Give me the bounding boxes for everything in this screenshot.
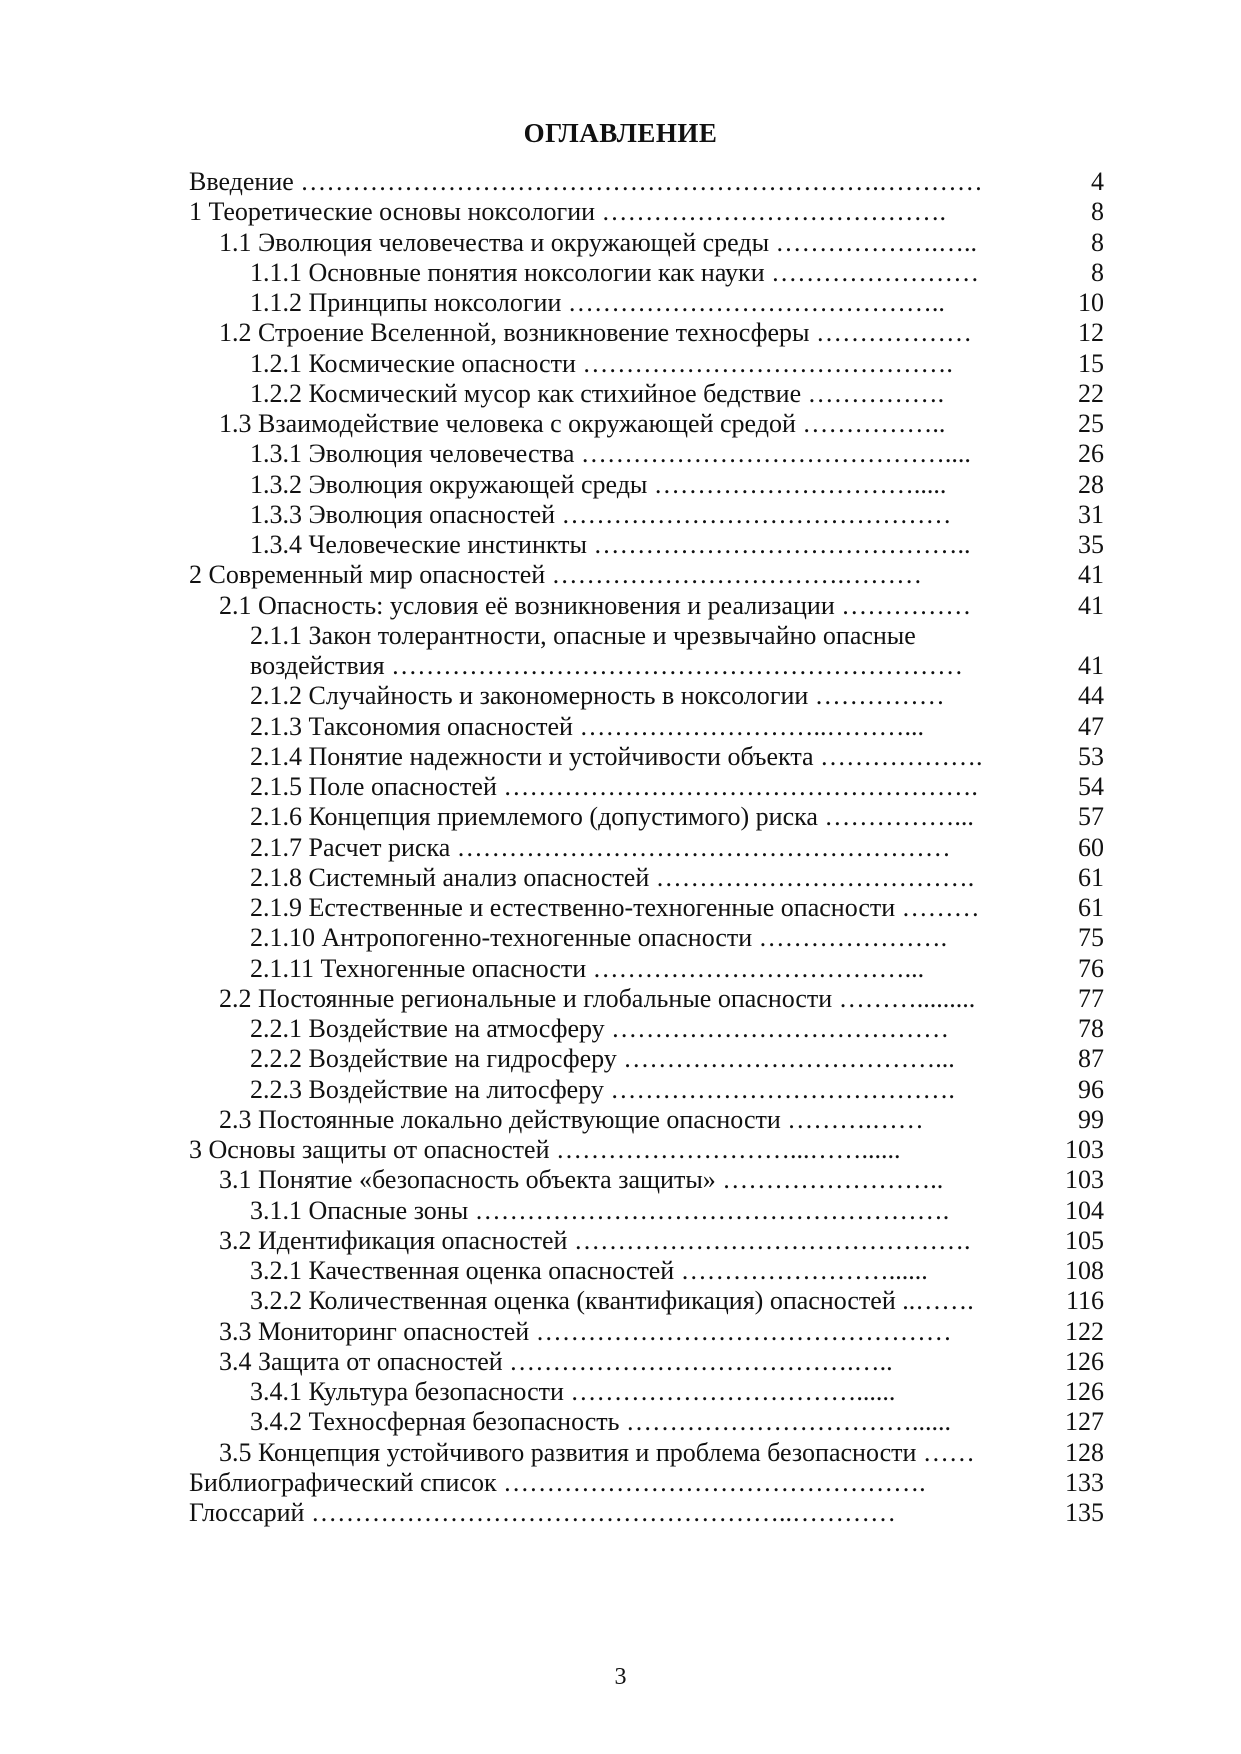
toc-entry-page: 60 xyxy=(1078,832,1104,862)
toc-entry-title: Библиографический список …………………………………………. xyxy=(189,1467,926,1497)
toc-entry-title: 2.1.10 Антропогенно-техногенные опасности …………………. xyxy=(250,923,948,953)
toc-entry-title: 2.2.1 Воздействие на атмосферу ………………………………… xyxy=(250,1014,950,1043)
toc-entry-page: 126 xyxy=(1065,1377,1104,1406)
toc-entry-page: 44 xyxy=(1078,681,1104,711)
toc-entry xyxy=(0,1347,1241,1377)
toc-entry xyxy=(0,591,1241,621)
table-of-contents xyxy=(0,167,1241,1528)
toc-entry xyxy=(0,530,1241,560)
toc-entry xyxy=(0,560,1241,590)
toc-entry-page: 122 xyxy=(1065,1316,1104,1346)
toc-entry-title: 2.3 Постоянные локально действующие опасности ……….…… xyxy=(219,1104,924,1134)
toc-entry xyxy=(0,833,1241,863)
toc-entry xyxy=(0,379,1241,409)
toc-entry-title: 2.2.2 Воздействие на гидросферу ………………………………... xyxy=(250,1044,955,1074)
toc-entry-page: 61 xyxy=(1078,862,1104,892)
toc-entry-title: Введение ………………………………………………………….………… xyxy=(189,167,983,196)
toc-entry-title: 1.1.2 Принципы ноксологии …………………………………….. xyxy=(250,288,945,317)
toc-entry-title: 1.2 Строение Вселенной, возникновение техносферы ……………… xyxy=(219,318,973,348)
toc-entry xyxy=(0,742,1241,772)
toc-entry-page: 127 xyxy=(1065,1407,1104,1437)
toc-entry-page: 126 xyxy=(1065,1346,1104,1376)
toc-entry-title: 3.4.2 Техносферная безопасность ……………………………...... xyxy=(250,1407,951,1437)
toc-entry xyxy=(0,621,1241,682)
toc-entry-title: 1.3.3 Эволюция опасностей ……………………………………… xyxy=(250,499,952,529)
toc-entry-title: 3.3 Мониторинг опасностей ………………………………………… xyxy=(219,1316,952,1346)
toc-entry-page: 104 xyxy=(1065,1195,1104,1225)
toc-entry-page: 53 xyxy=(1078,741,1104,771)
toc-entry-title: 2.2.3 Воздействие на литосферу …………………………………. xyxy=(250,1074,955,1104)
toc-entry-title: 2.1.9 Естественные и естественно-техногенные опасности ……… xyxy=(250,893,980,922)
toc-entry-title: 2 Современный мир опасностей …………………………….……… xyxy=(189,560,923,590)
toc-entry xyxy=(0,802,1241,832)
toc-entry xyxy=(0,1196,1241,1226)
toc-entry-page: 103 xyxy=(1065,1135,1104,1164)
toc-entry-page: 35 xyxy=(1078,530,1104,559)
toc-entry-title: 2.1.5 Поле опасностей ………………………………………………. xyxy=(250,772,978,801)
toc-entry-page: 47 xyxy=(1078,711,1104,741)
toc-entry-title: 1.3.2 Эволюция окружающей среды …………………………..... xyxy=(250,469,947,499)
toc-entry-title: 3.4.1 Культура безопасности ……………………………...... xyxy=(250,1377,896,1406)
toc-entry xyxy=(0,1438,1241,1468)
toc-entry-page: 128 xyxy=(1065,1437,1104,1467)
toc-entry-title: 2.1.8 Системный анализ опасностей ………………………………. xyxy=(250,862,975,892)
toc-entry-page: 57 xyxy=(1078,802,1104,832)
toc-entry xyxy=(0,984,1241,1014)
toc-entry-page: 99 xyxy=(1078,1104,1104,1134)
toc-entry-page: 25 xyxy=(1078,409,1104,438)
toc-entry xyxy=(0,288,1241,318)
toc-entry-page: 12 xyxy=(1078,318,1104,348)
page-title: ОГЛАВЛЕНИЕ xyxy=(523,118,718,148)
toc-entry-title-line: 2.1.1 Закон толерантности, опасные и чрезвычайно опасные xyxy=(250,620,916,650)
toc-entry-title: 2.2 Постоянные региональные и глобальные опасности ………......... xyxy=(219,983,976,1013)
toc-entry xyxy=(0,1044,1241,1074)
toc-entry xyxy=(0,1468,1241,1498)
toc-entry-page: 41 xyxy=(1078,590,1104,620)
toc-entry xyxy=(0,1165,1241,1195)
toc-entry-page: 41 xyxy=(1078,650,1104,680)
toc-entry xyxy=(0,197,1241,227)
toc-entry xyxy=(0,470,1241,500)
toc-entry-title: 2.1.7 Расчет риска ………………………………………………… xyxy=(250,832,951,862)
toc-entry-title: 2.1.11 Техногенные опасности ………………………………... xyxy=(250,953,925,983)
toc-entry xyxy=(0,318,1241,348)
toc-entry-title: 1.3.1 Эволюция человечества …………………………………….... xyxy=(250,439,971,469)
toc-entry-page: 8 xyxy=(1091,197,1104,227)
toc-entry-title: 3 Основы защиты от опасностей ………………………...……...... xyxy=(189,1135,901,1164)
toc-entry-page: 78 xyxy=(1078,1014,1104,1043)
toc-entry-page: 105 xyxy=(1065,1225,1104,1255)
toc-entry-title: 1.3.4 Человеческие инстинкты …………………………………….. xyxy=(250,530,971,559)
toc-entry-page: 4 xyxy=(1091,167,1104,196)
toc-entry-page: 28 xyxy=(1078,469,1104,499)
toc-entry-title: 1.3 Взаимодействие человека с окружающей средой …………….. xyxy=(219,409,946,438)
toc-entry-title: 1.1 Эволюция человечества и окружающей среды ……………….….. xyxy=(219,227,978,257)
toc-entry-title: воздействия ………………………………………………………… xyxy=(250,650,964,680)
toc-entry-page: 22 xyxy=(1078,378,1104,408)
toc-entry-page: 31 xyxy=(1078,499,1104,529)
toc-entry-page: 116 xyxy=(1065,1286,1104,1316)
toc-entry-page: 76 xyxy=(1078,953,1104,983)
toc-entry xyxy=(0,772,1241,802)
toc-entry xyxy=(0,863,1241,893)
toc-entry-title: 2.1.4 Понятие надежности и устойчивости объекта ………………. xyxy=(250,741,983,771)
toc-entry-page: 10 xyxy=(1078,288,1104,317)
toc-entry xyxy=(0,954,1241,984)
toc-entry-title: 3.1.1 Опасные зоны ………………………………………………. xyxy=(250,1195,950,1225)
toc-entry xyxy=(0,681,1241,711)
toc-entry xyxy=(0,1498,1241,1528)
toc-entry-title: Глоссарий ………………………………………………..………… xyxy=(189,1498,896,1527)
toc-entry xyxy=(0,1256,1241,1286)
toc-entry xyxy=(0,1105,1241,1135)
toc-entry-title: 1.1.1 Основные понятия ноксологии как науки …………………… xyxy=(250,257,980,287)
toc-entry-page: 103 xyxy=(1065,1165,1104,1195)
toc-entry xyxy=(0,923,1241,953)
toc-entry xyxy=(0,712,1241,742)
toc-entry-title: 2.1.3 Таксономия опасностей ………………………..………... xyxy=(250,711,924,741)
toc-entry xyxy=(0,1286,1241,1316)
toc-entry xyxy=(0,893,1241,923)
toc-entry-title: 3.5 Концепция устойчивого развития и проблема безопасности …… xyxy=(219,1437,975,1467)
toc-entry-title: 3.2.2 Количественная оценка (квантификация) опасностей ..……. xyxy=(250,1286,974,1316)
toc-entry-page: 96 xyxy=(1078,1074,1104,1104)
toc-entry xyxy=(0,1014,1241,1044)
toc-entry-page: 41 xyxy=(1078,560,1104,590)
toc-entry-page: 135 xyxy=(1065,1498,1104,1527)
toc-entry xyxy=(0,439,1241,469)
toc-entry xyxy=(0,409,1241,439)
toc-entry-title: 2.1.2 Случайность и закономерность в ноксологии …………… xyxy=(250,681,945,711)
toc-entry-title: 3.4 Защита от опасностей ………………………………….….. xyxy=(219,1346,893,1376)
toc-entry-title: 2.1.6 Концепция приемлемого (допустимого) риска ……………... xyxy=(250,802,974,832)
toc-entry-page: 75 xyxy=(1078,923,1104,953)
toc-entry-page: 8 xyxy=(1091,257,1104,287)
toc-entry-page: 61 xyxy=(1078,893,1104,922)
toc-entry-page: 108 xyxy=(1065,1256,1104,1285)
toc-entry-page: 54 xyxy=(1078,772,1104,801)
toc-entry-page: 77 xyxy=(1078,983,1104,1013)
toc-entry xyxy=(0,1075,1241,1105)
toc-entry-title: 1 Теоретические основы ноксологии …………………………………. xyxy=(189,197,947,227)
toc-entry xyxy=(0,1226,1241,1256)
toc-entry xyxy=(0,349,1241,379)
toc-entry-page: 8 xyxy=(1091,227,1104,257)
toc-entry-title: 3.1 Понятие «безопасность объекта защиты» …………………….. xyxy=(219,1165,944,1195)
toc-entry xyxy=(0,228,1241,258)
toc-entry-page: 26 xyxy=(1078,439,1104,469)
toc-entry-title: 3.2.1 Качественная оценка опасностей ……………………...... xyxy=(250,1256,928,1285)
toc-entry xyxy=(0,500,1241,530)
toc-entry xyxy=(0,1407,1241,1437)
page-number: 3 xyxy=(614,1664,627,1690)
toc-entry xyxy=(0,1135,1241,1165)
toc-entry xyxy=(0,1317,1241,1347)
toc-entry-title: 1.2.2 Космический мусор как стихийное бедствие ……………. xyxy=(250,378,945,408)
toc-entry xyxy=(0,1377,1241,1407)
toc-entry-title: 2.1 Опасность: условия её возникновения и реализации …………… xyxy=(219,590,972,620)
toc-entry-title: 1.2.1 Космические опасности ……………………………………. xyxy=(250,348,953,378)
toc-entry-page: 15 xyxy=(1078,348,1104,378)
toc-entry xyxy=(0,167,1241,197)
toc-entry-title: 3.2 Идентификация опасностей ………………………………………. xyxy=(219,1225,971,1255)
toc-entry xyxy=(0,258,1241,288)
toc-entry-page: 133 xyxy=(1065,1467,1104,1497)
toc-entry-page: 87 xyxy=(1078,1044,1104,1074)
